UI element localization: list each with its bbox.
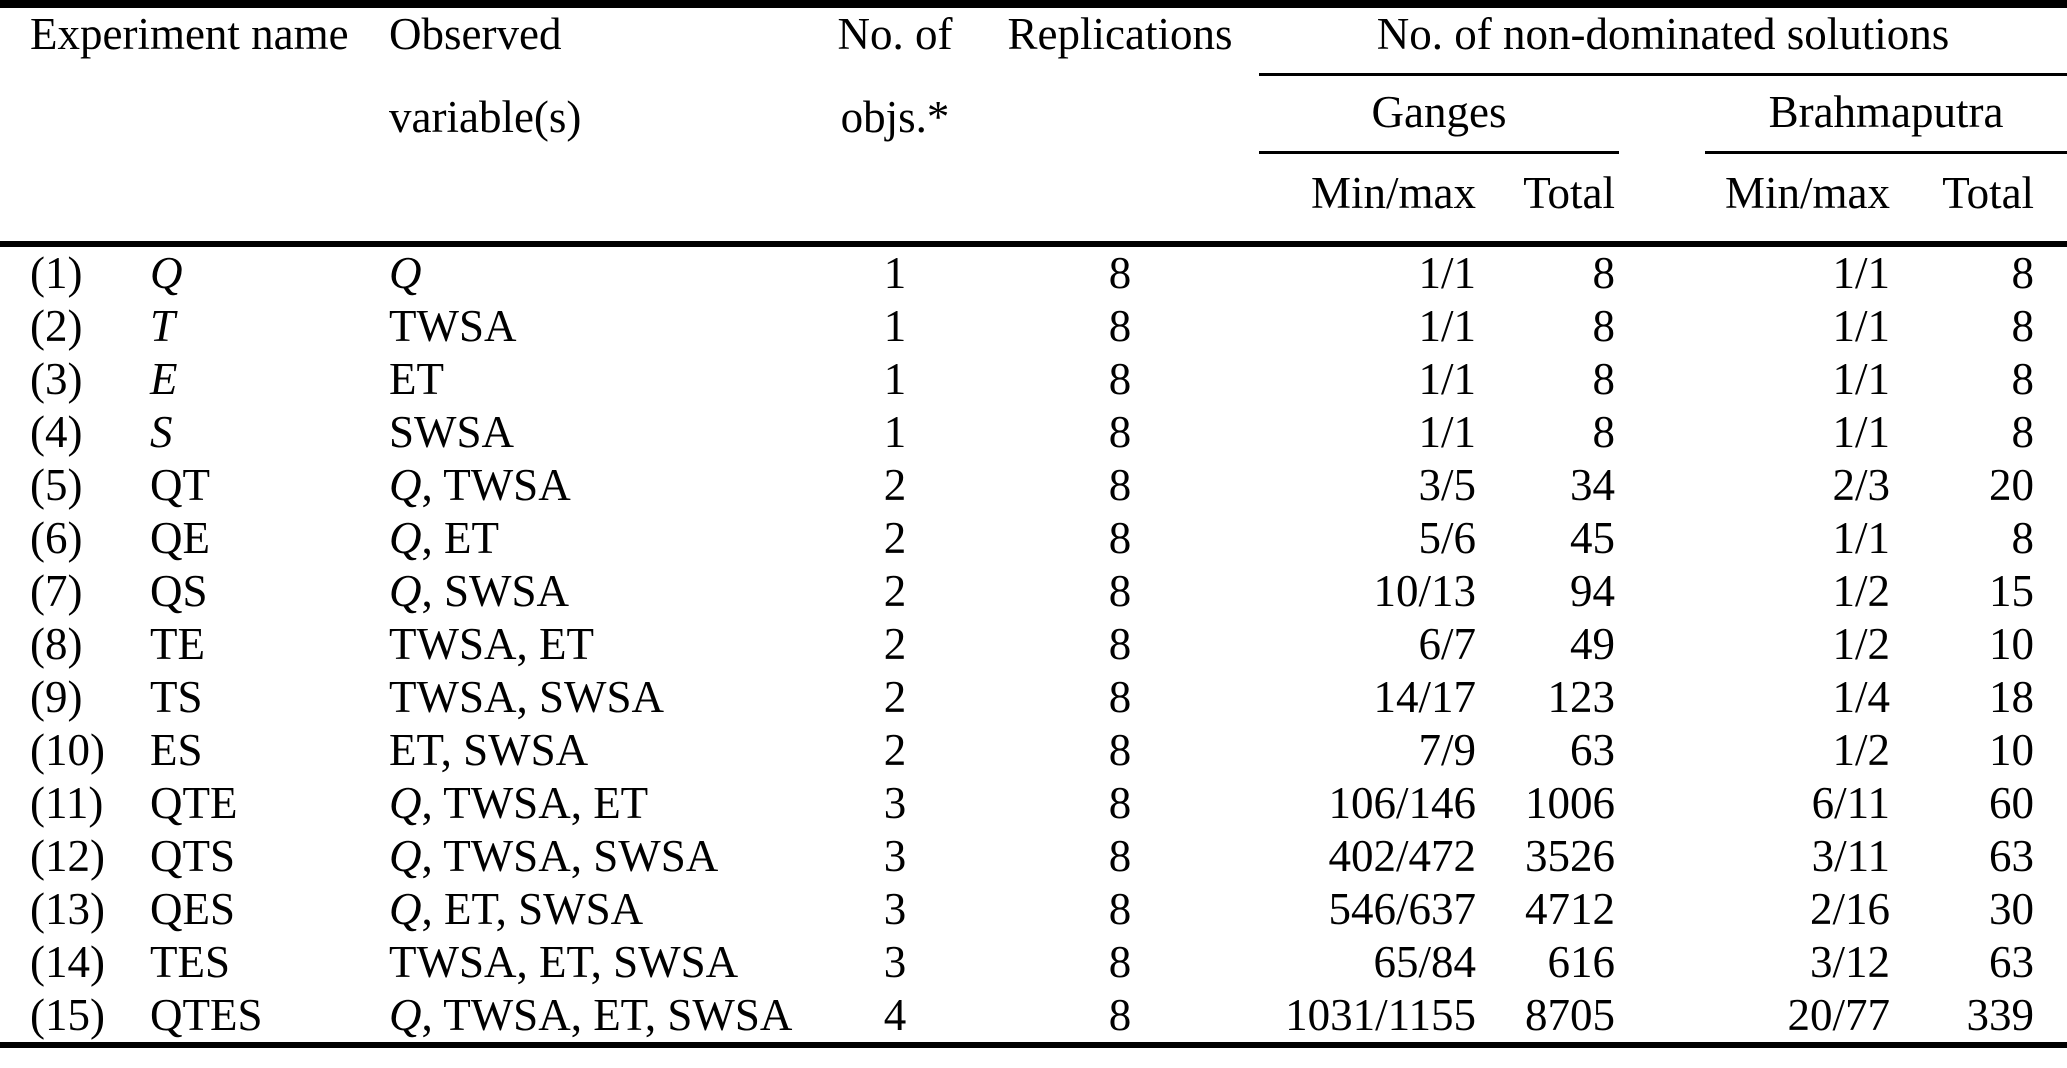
cell-experiment-number: (10) <box>30 725 105 775</box>
cell-ganges-minmax: 1/1 <box>1418 301 1477 351</box>
cell-replications: 8 <box>1108 354 1132 404</box>
cell-ganges-total: 4712 <box>1525 884 1616 934</box>
cell-experiment-name: QTE <box>150 778 238 828</box>
cell-brahmaputra-minmax: 1/2 <box>1832 619 1891 669</box>
cell-experiment-name: QE <box>150 513 210 563</box>
cell-brahmaputra-total: 15 <box>1989 566 2035 616</box>
cell-brahmaputra-total: 30 <box>1989 884 2035 934</box>
cell-no-of-objs: 2 <box>883 619 907 669</box>
cell-experiment-number: (2) <box>30 301 83 351</box>
observed-variable-italic: Q <box>389 990 422 1040</box>
cell-experiment-name: QTS <box>150 831 236 881</box>
table-row <box>0 618 2067 671</box>
cell-observed-variables <box>361 353 785 406</box>
cell-no-of-objs: 2 <box>883 725 907 775</box>
table-row <box>0 406 2067 459</box>
cell-observed-variables <box>361 300 785 353</box>
header-experiment-name: Experiment name <box>0 4 361 244</box>
cell-experiment-name: Q <box>150 248 183 298</box>
cell-brahmaputra-total: 339 <box>1966 990 2035 1040</box>
table-row <box>0 883 2067 936</box>
cell-ganges-total: 63 <box>1570 725 1616 775</box>
cell-no-of-objs: 3 <box>883 937 907 987</box>
cell-observed-variables <box>361 512 785 565</box>
cell-experiment-number: (9) <box>30 672 83 722</box>
cell-observed-variables <box>361 618 785 671</box>
cell-replications: 8 <box>1108 831 1132 881</box>
header-observed-line1: Observed <box>389 9 562 59</box>
cell-replications: 8 <box>1108 619 1132 669</box>
cell-brahmaputra-minmax: 3/12 <box>1810 937 1891 987</box>
cell-no-of-objs: 1 <box>883 407 907 457</box>
header-no-of-objs <box>785 4 1005 244</box>
observed-variable-text: , ET, SWSA <box>421 884 644 934</box>
cell-replications: 8 <box>1108 884 1132 934</box>
observed-variable-text: , ET <box>421 513 499 563</box>
table-row <box>0 724 2067 777</box>
observed-variable-text: , TWSA, ET, SWSA <box>421 990 793 1040</box>
observed-variable-text: SWSA <box>389 407 515 457</box>
table-header <box>0 4 2067 244</box>
header-non-dominated-solutions-group <box>1235 4 2067 76</box>
header-non-dominated-solutions-label: No. of non-dominated solutions <box>1259 8 2067 76</box>
cell-no-of-objs: 4 <box>883 990 907 1040</box>
header-brahmaputra-total: Total <box>1896 154 2067 244</box>
cell-observed-variables <box>361 459 785 512</box>
cell-replications: 8 <box>1108 301 1132 351</box>
table-body <box>0 244 2067 1045</box>
cell-no-of-objs: 2 <box>883 460 907 510</box>
cell-experiment-name: T <box>150 301 176 351</box>
cell-ganges-minmax: 65/84 <box>1373 937 1477 987</box>
cell-observed-variables <box>361 406 785 459</box>
cell-brahmaputra-total: 8 <box>2011 248 2035 298</box>
cell-ganges-total: 34 <box>1570 460 1616 510</box>
cell-experiment-name: QES <box>150 884 236 934</box>
cell-experiment-number: (13) <box>30 884 105 934</box>
cell-brahmaputra-total: 20 <box>1989 460 2035 510</box>
cell-brahmaputra-total: 10 <box>1989 619 2035 669</box>
cell-ganges-minmax: 1/1 <box>1418 407 1477 457</box>
cell-brahmaputra-minmax: 1/1 <box>1832 407 1891 457</box>
cell-brahmaputra-total: 63 <box>1989 831 2035 881</box>
cell-brahmaputra-total: 63 <box>1989 937 2035 987</box>
cell-experiment-name: ES <box>150 725 203 775</box>
observed-variable-text: TWSA <box>389 301 517 351</box>
table-row <box>0 936 2067 989</box>
cell-replications: 8 <box>1108 937 1132 987</box>
cell-experiment-name: TE <box>150 619 205 669</box>
cell-ganges-minmax: 5/6 <box>1418 513 1477 563</box>
cell-experiment-number: (14) <box>30 937 105 987</box>
cell-replications: 8 <box>1108 566 1132 616</box>
header-ganges-label: Ganges <box>1259 76 1619 154</box>
cell-brahmaputra-minmax: 1/1 <box>1832 248 1891 298</box>
cell-experiment-name: QTES <box>150 990 263 1040</box>
cell-ganges-minmax: 1/1 <box>1418 354 1477 404</box>
cell-no-of-objs: 1 <box>883 354 907 404</box>
table-row <box>0 353 2067 406</box>
cell-ganges-minmax: 546/637 <box>1328 884 1477 934</box>
cell-no-of-objs: 3 <box>883 778 907 828</box>
cell-experiment-name: QS <box>150 566 208 616</box>
table-row <box>0 777 2067 830</box>
cell-ganges-total: 45 <box>1570 513 1616 563</box>
cell-observed-variables <box>361 830 785 883</box>
cell-replications: 8 <box>1108 990 1132 1040</box>
observed-variable-text: , TWSA, SWSA <box>421 831 719 881</box>
table-row <box>0 671 2067 724</box>
observed-variable-text: TWSA, SWSA <box>389 672 665 722</box>
table-row <box>0 565 2067 618</box>
table-row <box>0 830 2067 883</box>
cell-ganges-minmax: 14/17 <box>1373 672 1477 722</box>
cell-brahmaputra-minmax: 1/2 <box>1832 725 1891 775</box>
cell-brahmaputra-minmax: 1/1 <box>1832 354 1891 404</box>
cell-brahmaputra-total: 8 <box>2011 513 2035 563</box>
cell-experiment-number: (6) <box>30 513 83 563</box>
cell-no-of-objs: 1 <box>883 301 907 351</box>
cell-ganges-total: 8705 <box>1525 990 1616 1040</box>
header-ganges-group <box>1235 76 1619 154</box>
cell-ganges-total: 123 <box>1547 672 1616 722</box>
cell-no-of-objs: 1 <box>883 248 907 298</box>
cell-experiment-name: TES <box>150 937 231 987</box>
cell-brahmaputra-minmax: 1/1 <box>1832 301 1891 351</box>
cell-brahmaputra-total: 8 <box>2011 354 2035 404</box>
cell-no-of-objs: 2 <box>883 513 907 563</box>
observed-variable-italic: Q <box>389 460 422 510</box>
table-row <box>0 512 2067 565</box>
cell-ganges-total: 8 <box>1592 354 1616 404</box>
observed-variable-italic: Q <box>389 778 422 828</box>
cell-experiment-number: (8) <box>30 619 83 669</box>
cell-brahmaputra-minmax: 1/2 <box>1832 566 1891 616</box>
cell-experiment-number: (1) <box>30 248 83 298</box>
cell-observed-variables <box>361 883 785 936</box>
cell-brahmaputra-total: 60 <box>1989 778 2035 828</box>
cell-experiment-name: QT <box>150 460 210 510</box>
observed-variable-text: , SWSA <box>421 566 570 616</box>
cell-experiment-number: (15) <box>30 990 105 1040</box>
header-ganges-minmax: Min/max <box>1235 154 1480 244</box>
observed-variable-italic: Q <box>389 513 422 563</box>
cell-replications: 8 <box>1108 460 1132 510</box>
cell-brahmaputra-minmax: 3/11 <box>1811 831 1891 881</box>
cell-ganges-minmax: 7/9 <box>1418 725 1477 775</box>
cell-observed-variables <box>361 671 785 724</box>
table-row <box>0 459 2067 512</box>
cell-brahmaputra-total: 18 <box>1989 672 2035 722</box>
cell-ganges-minmax: 3/5 <box>1418 460 1477 510</box>
cell-no-of-objs: 3 <box>883 884 907 934</box>
observed-variable-italic: Q <box>389 566 422 616</box>
header-objs-line1: No. of <box>837 9 953 59</box>
cell-observed-variables <box>361 724 785 777</box>
cell-experiment-number: (3) <box>30 354 83 404</box>
cell-observed-variables <box>361 244 785 300</box>
cell-observed-variables <box>361 565 785 618</box>
observed-variable-text: ET, SWSA <box>389 725 589 775</box>
cell-replications: 8 <box>1108 513 1132 563</box>
cell-ganges-total: 8 <box>1592 248 1616 298</box>
observed-variable-italic: Q <box>389 884 422 934</box>
cell-ganges-total: 3526 <box>1525 831 1616 881</box>
observed-variable-italic: Q <box>389 831 422 881</box>
header-brahmaputra-label: Brahmaputra <box>1705 76 2067 154</box>
cell-brahmaputra-minmax: 20/77 <box>1787 990 1891 1040</box>
cell-replications: 8 <box>1108 778 1132 828</box>
cell-brahmaputra-minmax: 1/1 <box>1832 513 1891 563</box>
table-row <box>0 989 2067 1045</box>
cell-no-of-objs: 3 <box>883 831 907 881</box>
cell-no-of-objs: 2 <box>883 566 907 616</box>
cell-observed-variables <box>361 777 785 830</box>
cell-observed-variables <box>361 989 793 1045</box>
cell-experiment-number: (7) <box>30 566 83 616</box>
cell-replications: 8 <box>1108 407 1132 457</box>
cell-ganges-minmax: 1/1 <box>1418 248 1477 298</box>
header-brahmaputra-minmax: Min/max <box>1619 154 1896 244</box>
cell-experiment-number: (4) <box>30 407 83 457</box>
cell-ganges-minmax: 402/472 <box>1328 831 1477 881</box>
cell-ganges-total: 94 <box>1570 566 1616 616</box>
observed-variable-text: TWSA, ET, SWSA <box>389 937 739 987</box>
cell-replications: 8 <box>1108 248 1132 298</box>
cell-brahmaputra-total: 10 <box>1989 725 2035 775</box>
header-ganges-total: Total <box>1480 154 1619 244</box>
observed-variable-text: , TWSA <box>421 460 571 510</box>
cell-brahmaputra-minmax: 6/11 <box>1811 778 1891 828</box>
observed-variable-text: TWSA, ET <box>389 619 594 669</box>
cell-ganges-total: 1006 <box>1525 778 1616 828</box>
table-row <box>0 300 2067 353</box>
cell-brahmaputra-minmax: 2/3 <box>1832 460 1891 510</box>
cell-experiment-number: (5) <box>30 460 83 510</box>
cell-experiment-number: (12) <box>30 831 105 881</box>
header-replications: Replications <box>1005 4 1235 244</box>
cell-no-of-objs: 2 <box>883 672 907 722</box>
cell-ganges-total: 8 <box>1592 301 1616 351</box>
cell-ganges-minmax: 106/146 <box>1328 778 1477 828</box>
header-observed-line2: variable(s) <box>389 92 582 142</box>
cell-experiment-name: E <box>150 354 178 404</box>
cell-experiment-number: (11) <box>30 778 104 828</box>
table-row <box>0 244 2067 300</box>
cell-experiment-name: TS <box>150 672 203 722</box>
header-brahmaputra-group <box>1619 76 2067 154</box>
header-objs-line2: objs.* <box>840 92 950 142</box>
cell-ganges-total: 616 <box>1547 937 1616 987</box>
cell-ganges-total: 49 <box>1570 619 1616 669</box>
cell-brahmaputra-minmax: 1/4 <box>1832 672 1891 722</box>
cell-brahmaputra-minmax: 2/16 <box>1810 884 1891 934</box>
cell-experiment-name: S <box>150 407 173 457</box>
cell-observed-variables <box>361 936 785 989</box>
cell-replications: 8 <box>1108 725 1132 775</box>
observed-variable-text: , TWSA, ET <box>421 778 649 828</box>
cell-ganges-minmax: 6/7 <box>1418 619 1477 669</box>
observed-variable-italic: Q <box>389 248 422 298</box>
cell-brahmaputra-total: 8 <box>2011 301 2035 351</box>
cell-brahmaputra-total: 8 <box>2011 407 2035 457</box>
observed-variable-text: ET <box>389 354 444 404</box>
cell-replications: 8 <box>1108 672 1132 722</box>
cell-ganges-minmax: 1031/1155 <box>1285 990 1477 1040</box>
cell-ganges-minmax: 10/13 <box>1373 566 1477 616</box>
header-observed-variables <box>361 4 785 244</box>
cell-ganges-total: 8 <box>1592 407 1616 457</box>
